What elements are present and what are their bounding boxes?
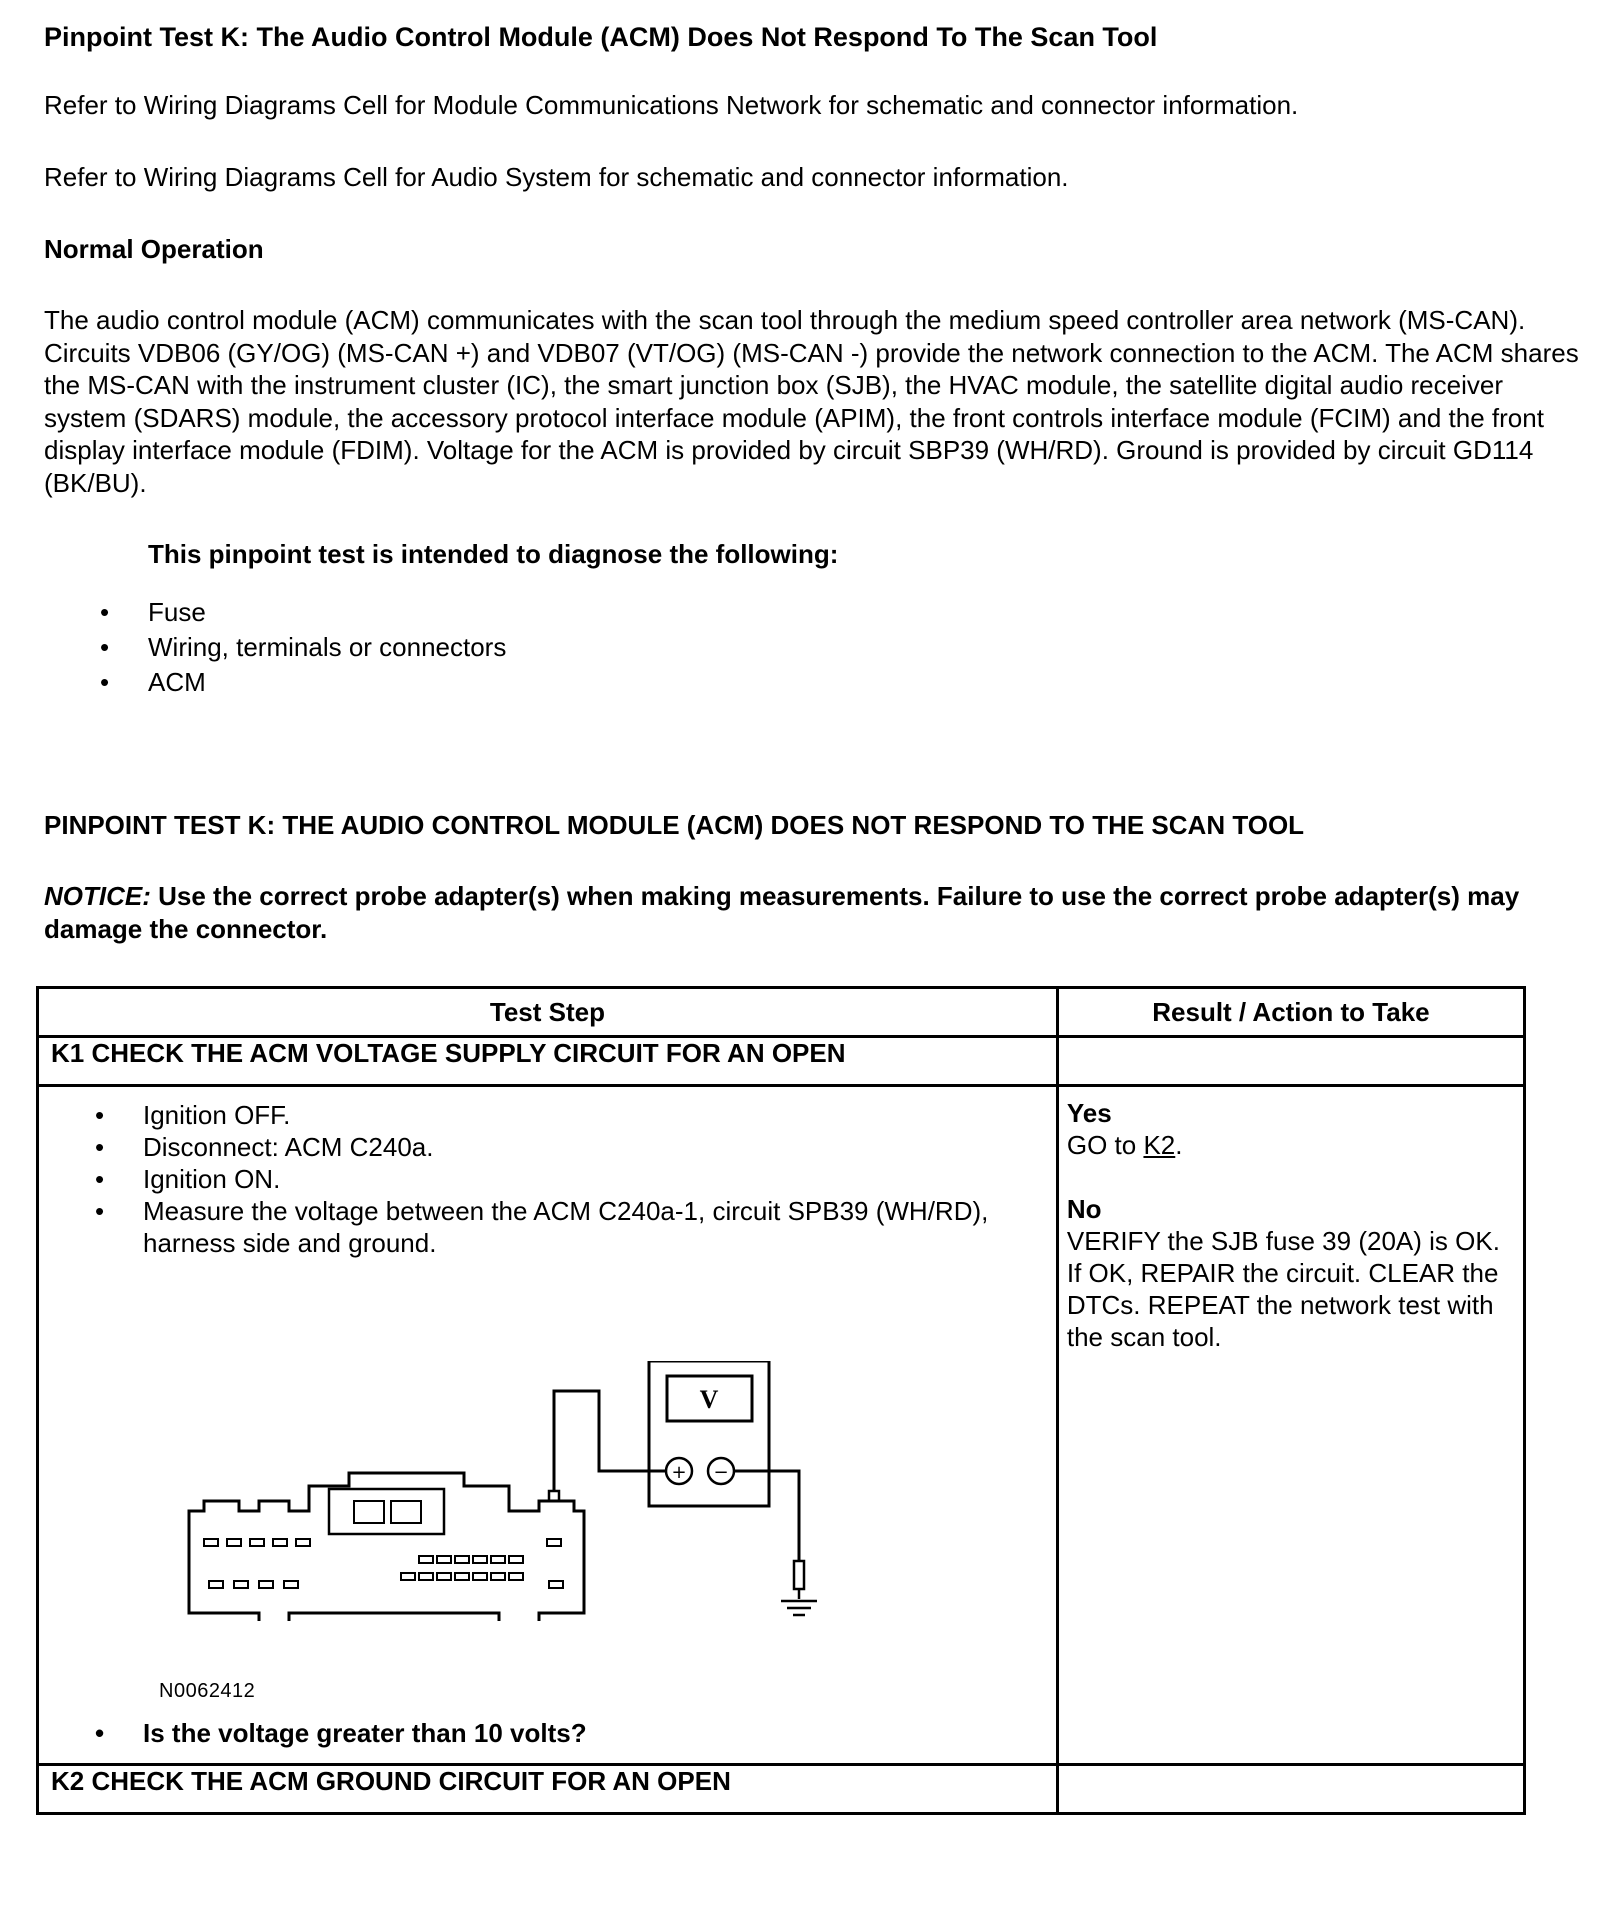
step-k1-title: K1 CHECK THE ACM VOLTAGE SUPPLY CIRCUIT FOR AN OPEN: [38, 1037, 1058, 1086]
step-k1-question-list: [39, 1717, 1056, 1749]
reference-audio: Refer to Wiring Diagrams Cell for Audio System for schematic and connector information.: [44, 162, 1069, 192]
page-title: Pinpoint Test K: The Audio Control Module (ACM) Does Not Respond To The Scan Tool: [44, 22, 1158, 52]
list-item: • Ignition ON.: [95, 1163, 1056, 1195]
step-k1-title-blank: [1057, 1037, 1524, 1086]
result-no-label: No: [1066, 1194, 1102, 1224]
column-header-test-step: Test Step: [38, 988, 1058, 1037]
list-item: • ACM: [100, 665, 1584, 700]
step-k1-list: [39, 1099, 1056, 1259]
diagnose-heading: This pinpoint test is intended to diagnose the following:: [148, 539, 839, 569]
result-yes-label: Yes: [1066, 1098, 1112, 1128]
notice-text: Use the correct probe adapter(s) when making measurements. Failure to use the correct probe adapter(s) may damage the connector.: [44, 881, 1520, 944]
pinpoint-table: [36, 986, 1526, 1815]
result-no-action: VERIFY the SJB fuse 39 (20A) is OK. If OK, REPAIR the circuit. CLEAR the DTCs. REPEAT the network test with the scan tool.: [1066, 1226, 1500, 1352]
step-k2-title: K2 CHECK THE ACM GROUND CIRCUIT FOR AN OPEN: [38, 1765, 1058, 1814]
meter-symbol: V: [699, 1385, 719, 1414]
step-k2-title-blank: [1057, 1765, 1524, 1814]
svg-text:+: +: [671, 1462, 687, 1483]
list-item: • Wiring, terminals or connectors: [100, 630, 1584, 665]
figure-id: N0062412: [159, 1680, 256, 1702]
column-header-result: Result / Action to Take: [1057, 988, 1524, 1037]
list-item: • Measure the voltage between the ACM C240a-1, circuit SPB39 (WH/RD), harness side and ground.: [95, 1195, 1056, 1259]
result-yes-prefix: GO to: [1066, 1130, 1144, 1160]
document-page: [44, 18, 1584, 1815]
list-item: • Ignition OFF.: [95, 1099, 1056, 1131]
voltmeter-diagram: [179, 1361, 879, 1621]
pinpoint-test-caps-title: PINPOINT TEST K: THE AUDIO CONTROL MODULE (ACM) DOES NOT RESPOND TO THE SCAN TOOL: [44, 810, 1305, 840]
step-k1-result: [1057, 1086, 1524, 1765]
normal-operation-heading: Normal Operation: [44, 234, 264, 264]
list-item: • Disconnect: ACM C240a.: [95, 1131, 1056, 1163]
step-k1-question: • Is the voltage greater than 10 volts?: [95, 1717, 1056, 1749]
result-yes-suffix: .: [1175, 1130, 1183, 1160]
diagnose-list: [44, 595, 1584, 700]
notice-label: NOTICE:: [44, 881, 151, 911]
svg-text:−: −: [713, 1462, 729, 1483]
step-k1-body: [38, 1086, 1058, 1765]
go-to-k2-link[interactable]: K2: [1143, 1130, 1176, 1160]
list-item: • Fuse: [100, 595, 1584, 630]
result-yes-action: [1067, 1129, 1513, 1161]
normal-operation-body: The audio control module (ACM) communicates with the scan tool through the medium speed controller area network (MS-CAN). Circuits VDB06 (GY/OG) (MS-CAN +) and VDB07 (VT/OG) (MS-CAN -) provide the network connection to the ACM. The ACM shares the MS-CAN with the instrument cluster (IC), the smart junction box (SJB), the HVAC module, the satellite digital audio receiver system (SDARS) module, the accessory protocol interface module (APIM), the front controls interface module (FCIM) and the front display interface module (FDIM). Voltage for the ACM is provided by circuit SBP39 (WH/RD). Ground is provided by circuit GD114 (BK/BU).: [44, 305, 1579, 498]
reference-network: Refer to Wiring Diagrams Cell for Module Communications Network for schematic and connector information.: [44, 90, 1299, 120]
notice: [44, 880, 1584, 946]
